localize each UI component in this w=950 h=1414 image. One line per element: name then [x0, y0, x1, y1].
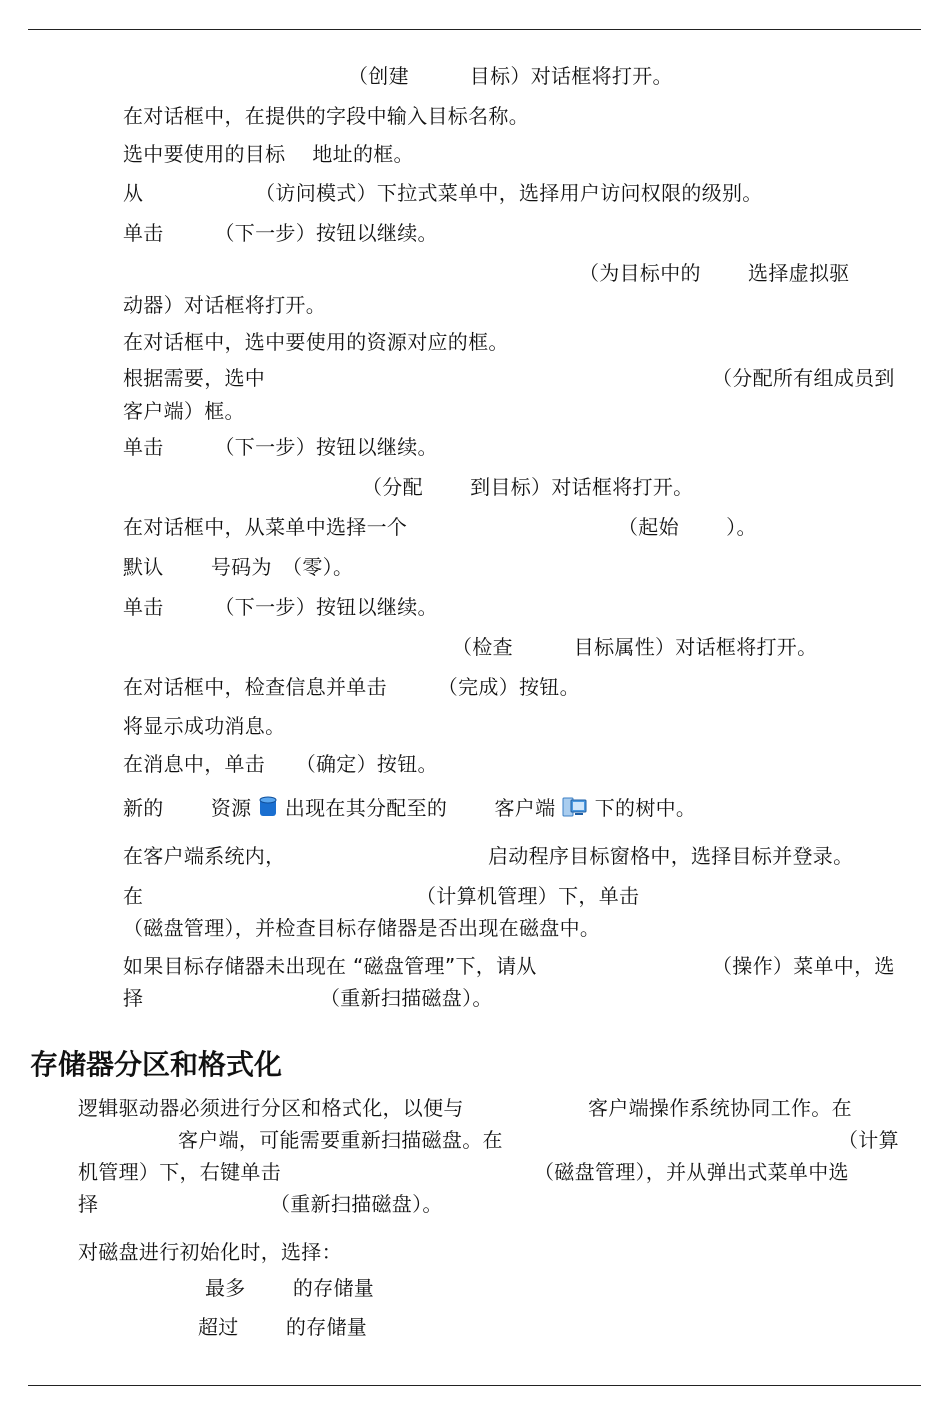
- step-select-start-a: 在对话框中，从菜单中选择一个: [123, 515, 408, 539]
- step-click-next-2: 单击 （下一步）按钮以继续。: [123, 435, 438, 459]
- step-computer-mgmt-c: （磁盘管理），并检查目标存储器是否出现在磁盘中。: [123, 916, 601, 940]
- para-line-1b: 客户端操作系统协同工作。在: [588, 1096, 852, 1120]
- step-dialog-create-target: （创建 目标）对话框将打开。: [348, 64, 673, 88]
- step-rescan-b: （操作）菜单中，选: [712, 954, 895, 978]
- step-computer-mgmt-b: （计算机管理）下，单击: [416, 884, 640, 908]
- step-new-resource: [123, 795, 696, 824]
- step-select-address: 选中要使用的目标 地址的框。: [123, 142, 414, 166]
- step-default-number: 默认 号码为 （零）。: [123, 555, 354, 579]
- step-select-virtual-drive-cont: 动器）对话框将打开。: [123, 293, 326, 317]
- step-click-next-1: 单击 （下一步）按钮以继续。: [123, 221, 438, 245]
- para-line-1a: 逻辑驱动器必须进行分区和格式化，以便与: [78, 1096, 464, 1120]
- step-client-login-b: 启动程序目标窗格中，选择目标并登录。: [488, 844, 854, 868]
- step-client-login-a: 在客户端系统内，: [123, 844, 286, 868]
- step-access-mode: 从 （访问模式）下拉式菜单中，选择用户访问权限的级别。: [123, 181, 763, 205]
- step-click-ok: 在消息中，单击 （确定）按钮。: [123, 752, 438, 776]
- section-heading: 存储器分区和格式化: [30, 1048, 283, 1081]
- step-select-virtual-drive: （为目标中的 选择虚拟驱: [579, 261, 850, 285]
- step-select-start-b: （起始 ）。: [618, 515, 757, 539]
- step-click-finish: 在对话框中，检查信息并单击 （完成）按钮。: [123, 675, 580, 699]
- para-line-2a: 客户端，可能需要重新扫描磁盘。在: [178, 1128, 503, 1152]
- para-line-2b: （计算: [838, 1128, 899, 1152]
- new-resource-middle: 出现在其分配至的 客户端: [284, 796, 556, 820]
- step-dialog-assign: （分配 到目标）对话框将打开。: [362, 475, 694, 499]
- new-resource-prefix: 新的 资源: [123, 796, 252, 820]
- bottom-rule: [28, 1385, 921, 1386]
- step-click-next-3: 单击 （下一步）按钮以继续。: [123, 595, 438, 619]
- para-line-4b: （重新扫描磁盘）。: [270, 1192, 443, 1216]
- para-line-4a: 择: [78, 1192, 99, 1216]
- step-rescan-c: 择: [123, 986, 144, 1010]
- init-intro: 对磁盘进行初始化时，选择：: [78, 1240, 342, 1264]
- top-rule: [28, 29, 921, 30]
- step-success-message: 将显示成功消息。: [123, 714, 286, 738]
- new-resource-suffix: 下的树中。: [594, 796, 697, 820]
- step-rescan-d: （重新扫描磁盘）。: [320, 986, 493, 1010]
- step-enter-target-name: 在对话框中，在提供的字段中输入目标名称。: [123, 104, 529, 128]
- step-assign-members-a: 根据需要，选中: [123, 366, 266, 390]
- database-icon: [258, 795, 278, 824]
- para-line-3b: （磁盘管理），并从弹出式菜单中选: [534, 1160, 849, 1184]
- init-option-1: 最多 的存储量: [205, 1276, 375, 1300]
- step-assign-members-b: （分配所有组成员到: [712, 366, 895, 390]
- step-rescan-a: 如果目标存储器未出现在 “磁盘管理”下，请从: [123, 954, 537, 978]
- client-computer-icon: [562, 795, 588, 824]
- init-option-2: 超过 的存储量: [198, 1315, 368, 1339]
- step-select-resources: 在对话框中，选中要使用的资源对应的框。: [123, 330, 509, 354]
- step-computer-mgmt-a: 在: [123, 884, 144, 908]
- para-line-3a: 机管理）下，右键单击: [78, 1160, 281, 1184]
- step-dialog-review: （检查 目标属性）对话框将打开。: [452, 635, 818, 659]
- step-assign-members-c: 客户端）框。: [123, 399, 245, 423]
